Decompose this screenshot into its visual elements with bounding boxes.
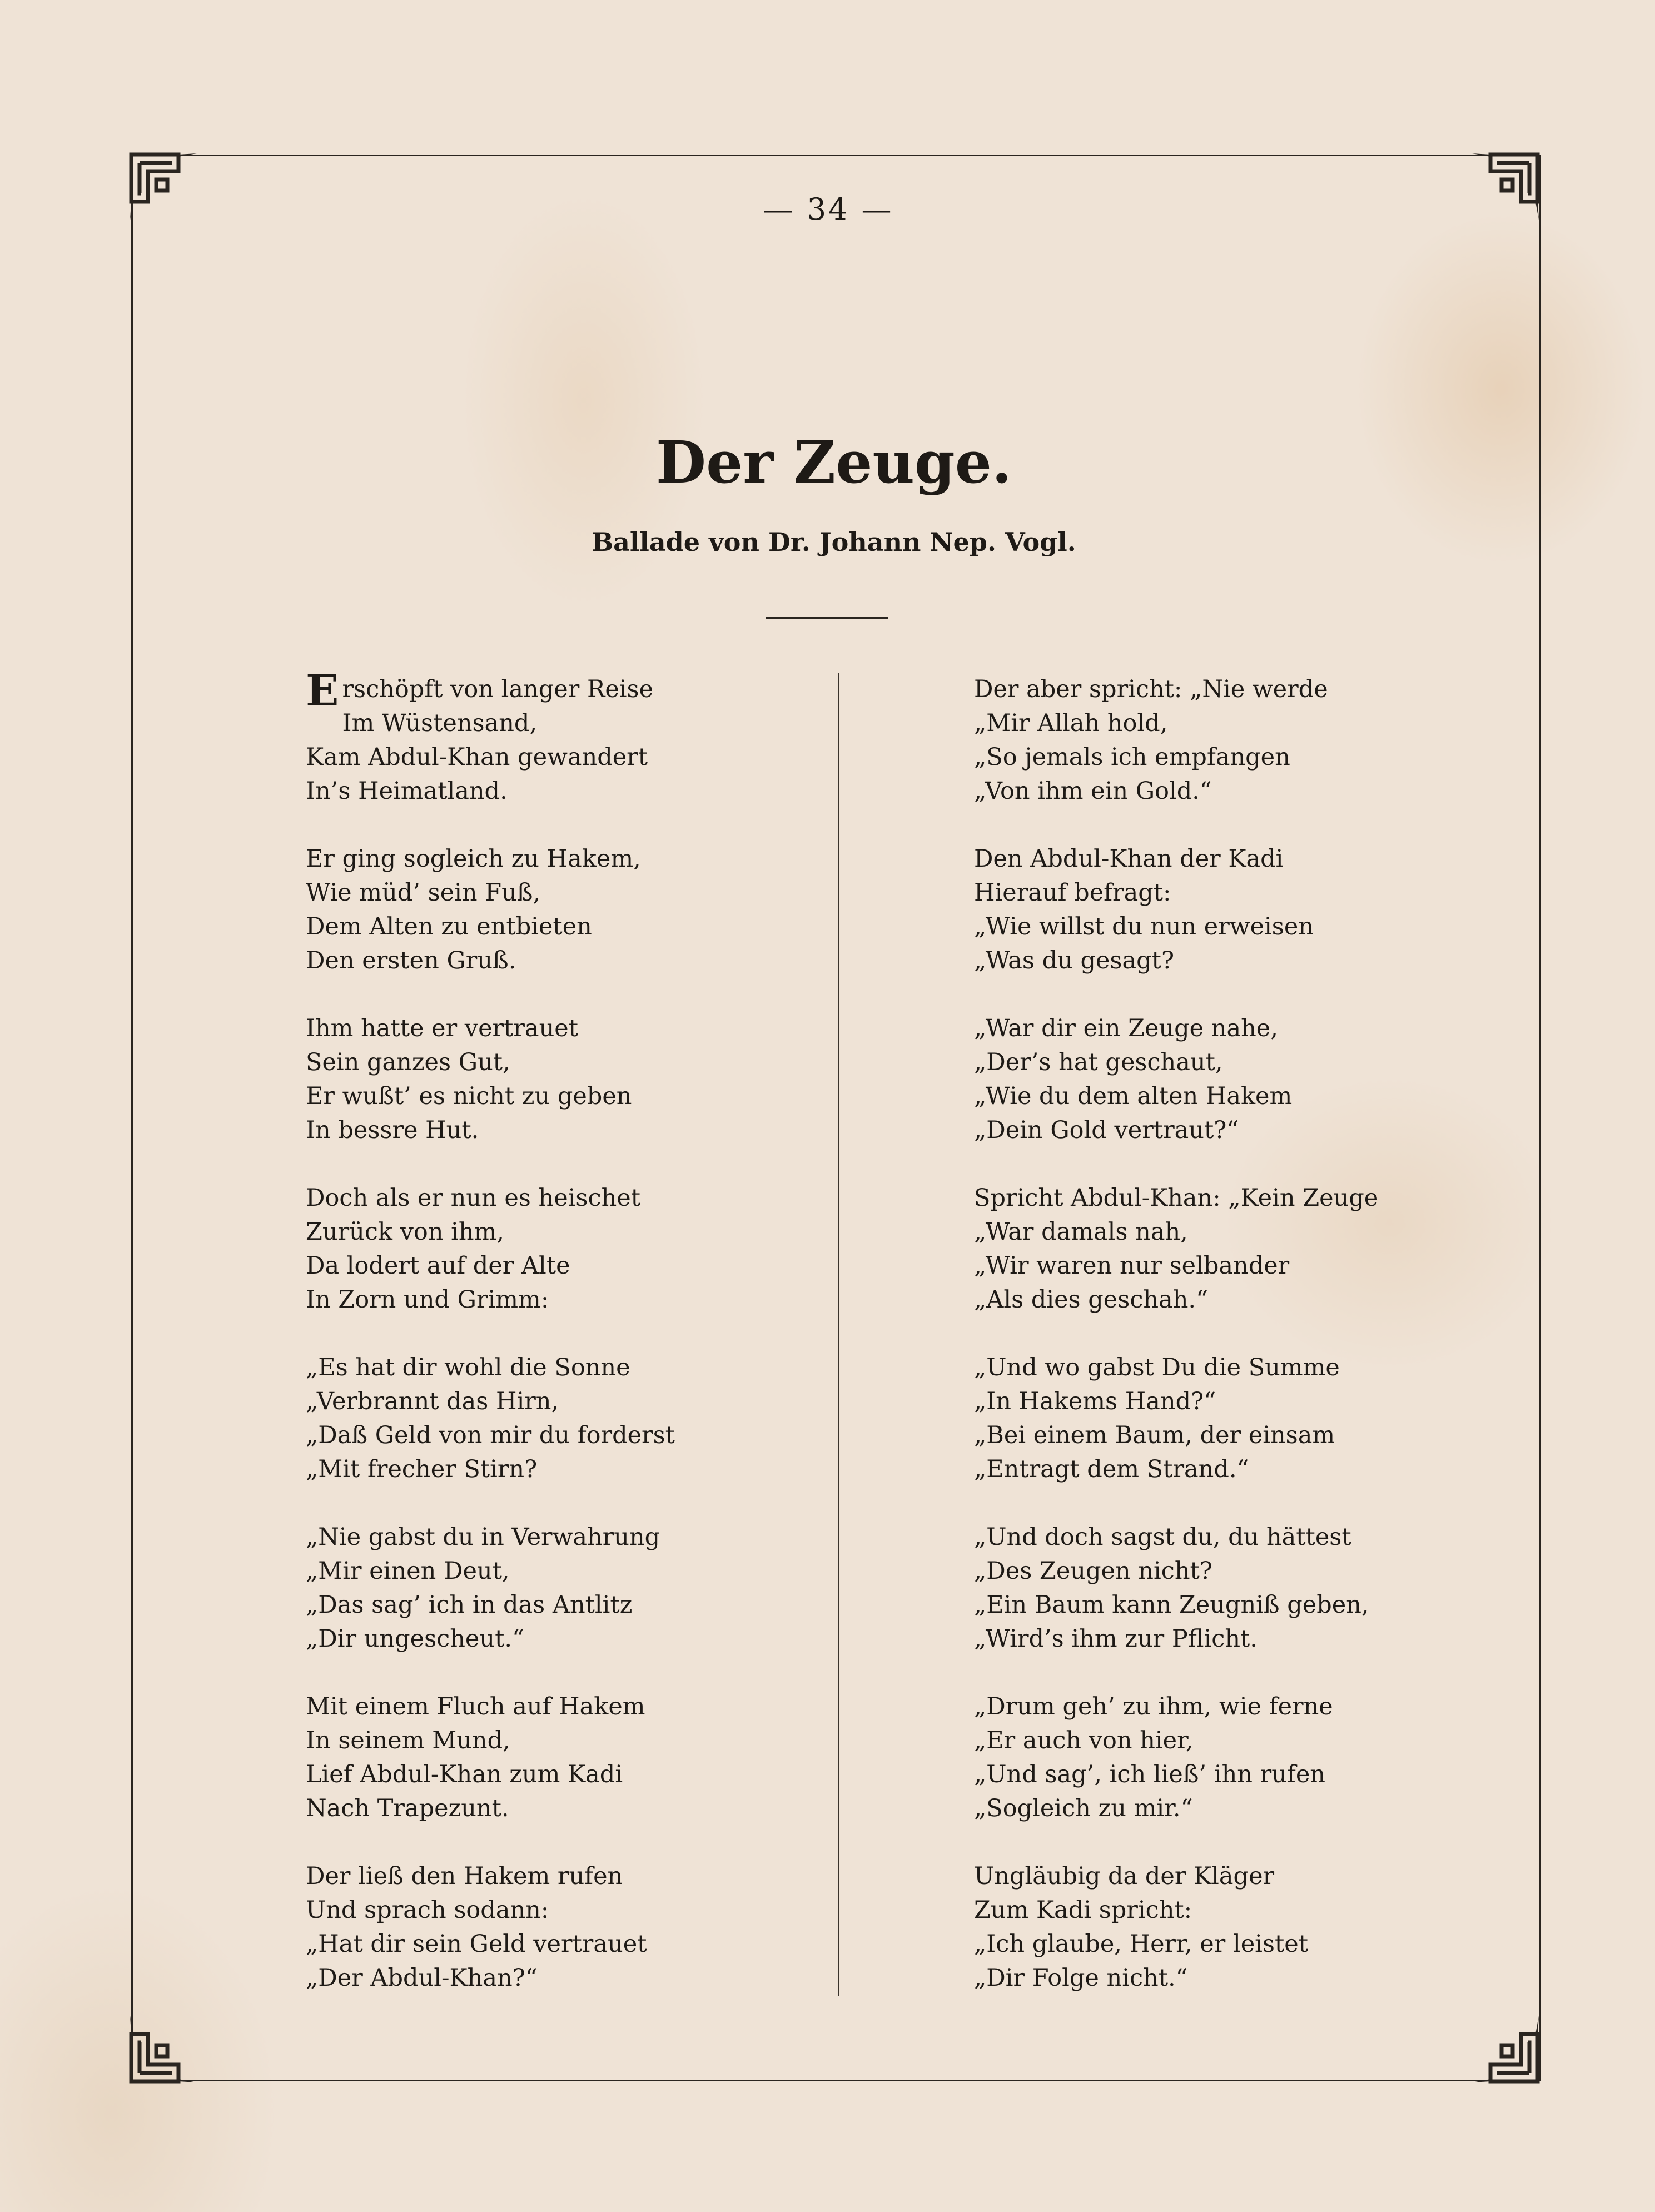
poem-line (306, 842, 973, 876)
poem-line (306, 910, 973, 944)
poem-stanza (306, 1012, 973, 1181)
poem-line-text: „Des Zeugen nicht? (974, 1557, 1212, 1585)
poem-line (974, 1893, 1641, 1927)
poem-line-text: Wie müd’ sein Fuß, (306, 879, 541, 907)
poem-stanza (306, 1351, 973, 1520)
poem-line (306, 1453, 973, 1487)
poem-line-text: Im Wüstensand, (342, 709, 538, 737)
poem-line-text: Und sprach sodann: (306, 1896, 549, 1924)
poem-line (974, 1622, 1641, 1656)
poem-stanza (306, 1520, 973, 1690)
corner-ornament-top-left (126, 149, 198, 221)
poem-line (974, 1927, 1641, 1961)
poem-line-text: „Der Abdul-Khan?“ (306, 1964, 538, 1992)
poem-line (974, 842, 1641, 876)
poem-line-text: „Von ihm ein Gold.“ (974, 777, 1212, 805)
poem-line-text: Zum Kadi spricht: (974, 1896, 1192, 1924)
poem-stanza (974, 1860, 1641, 2029)
poem-line-text: Lief Abdul-Khan zum Kadi (306, 1761, 623, 1788)
poem-line (306, 1588, 973, 1622)
poem-line (974, 707, 1641, 740)
poem-line (306, 707, 973, 740)
poem-line (974, 1419, 1641, 1453)
poem-column-left (306, 665, 973, 1996)
poem-line (306, 944, 973, 978)
poem-line-text: „Und sag’, ich ließ’ ihn rufen (974, 1761, 1325, 1788)
poem-line-text: Er wußt’ es nicht zu geben (306, 1082, 632, 1110)
poem-line (306, 1554, 973, 1588)
poem-line (974, 1588, 1641, 1622)
poem-line-text: „War damals nah, (974, 1218, 1188, 1246)
poem-line (974, 1453, 1641, 1487)
poem-line (974, 1249, 1641, 1283)
poem-line (974, 1215, 1641, 1249)
poem-line (306, 1927, 973, 1961)
poem-line (974, 1385, 1641, 1419)
poem-line-text: Ungläubig da der Kläger (974, 1862, 1275, 1890)
poem-line (306, 1114, 973, 1147)
poem-line (306, 665, 973, 716)
poem-line-text: „Dir ungescheut.“ (306, 1625, 525, 1653)
poem-stanza (974, 1520, 1641, 1690)
poem-subtitle: Ballade von Dr. Johann Nep. Vogl. (592, 527, 1076, 557)
poem-line-text: „Und wo gabst Du die Summe (974, 1354, 1340, 1381)
poem-line (974, 1961, 1641, 1995)
poem-line-text: Spricht Abdul-Khan: „Kein Zeuge (974, 1184, 1379, 1212)
poem-line-text: „Wie willst du nun erweisen (974, 913, 1314, 941)
poem-line (306, 740, 973, 774)
poem-line-text: „Wird’s ihm zur Pflicht. (974, 1625, 1258, 1653)
poem-line (306, 1724, 973, 1758)
poem-line (974, 740, 1641, 774)
corner-ornament-bottom-left (126, 2015, 198, 2087)
poem-stanza (974, 1351, 1641, 1520)
poem-line (974, 1080, 1641, 1114)
poem-line (306, 1249, 973, 1283)
poem-line-text: „Dir Folge nicht.“ (974, 1964, 1188, 1992)
poem-line (306, 1860, 973, 1893)
poem-line (306, 1080, 973, 1114)
poem-line (974, 944, 1641, 978)
poem-line (306, 1758, 973, 1792)
poem-line (306, 1351, 973, 1385)
poem-line-text: „So jemals ich empfangen (974, 743, 1290, 771)
poem-line-text: Den Abdul-Khan der Kadi (974, 845, 1284, 873)
key-ornament-icon (1471, 149, 1543, 221)
poem-line (306, 1961, 973, 1995)
poem-line (974, 1283, 1641, 1317)
poem-line (974, 1758, 1641, 1792)
poem-line-text: Da lodert auf der Alte (306, 1252, 570, 1280)
poem-line (306, 1385, 973, 1419)
poem-stanza (306, 842, 973, 1012)
poem-line-text: Mit einem Fluch auf Hakem (306, 1693, 645, 1721)
poem-line-text: „Daß Geld von mir du forderst (306, 1421, 675, 1449)
poem-line-text: „Wir waren nur selbander (974, 1252, 1290, 1280)
poem-line-text: „Drum geh’ zu ihm, wie ferne (974, 1693, 1333, 1721)
poem-line-text: „Verbrannt das Hirn, (306, 1388, 559, 1415)
poem-line-text: „Wie du dem alten Hakem (974, 1082, 1293, 1110)
poem-line-text: „Entragt dem Strand.“ (974, 1455, 1249, 1483)
poem-line-text: „Bei einem Baum, der einsam (974, 1421, 1335, 1449)
poem-title: Der Zeuge. (655, 428, 1012, 496)
poem-line-text: „Das sag’ ich in das Antlitz (306, 1591, 633, 1619)
column-divider (838, 673, 839, 1996)
title-divider-rule (766, 617, 888, 619)
poem-line (306, 1181, 973, 1215)
poem-line (306, 1215, 973, 1249)
poem-line (974, 1724, 1641, 1758)
poem-stanza (306, 1181, 973, 1351)
poem-line (974, 1046, 1641, 1080)
poem-stanza (306, 1690, 973, 1860)
corner-ornament-top-right (1471, 149, 1543, 221)
poem-line (306, 1622, 973, 1656)
poem-stanza (306, 1860, 973, 2029)
poem-line-text: Sein ganzes Gut, (306, 1048, 510, 1076)
poem-line (306, 1792, 973, 1826)
poem-line (306, 1283, 973, 1317)
poem-line (974, 1351, 1641, 1385)
poem-line-text: „Und doch sagst du, du hättest (974, 1523, 1351, 1551)
poem-line-text: In’s Heimatland. (306, 777, 508, 805)
poem-line (306, 1520, 973, 1554)
poem-line (306, 1012, 973, 1046)
poem-line-text: „Mir einen Deut, (306, 1557, 510, 1585)
poem-line-text: „Nie gabst du in Verwahrung (306, 1523, 660, 1551)
poem-line (974, 1860, 1641, 1893)
page-number: — 34 — (763, 192, 894, 227)
poem-line-text: In seinem Mund, (306, 1727, 510, 1754)
poem-line-text: „Der’s hat geschaut, (974, 1048, 1223, 1076)
poem-line-text: Zurück von ihm, (306, 1218, 505, 1246)
poem-stanza (306, 665, 973, 842)
poem-line-text: „Als dies geschah.“ (974, 1286, 1209, 1314)
drop-initial: E (306, 665, 339, 716)
poem-column-right (974, 673, 1641, 1996)
poem-line (974, 876, 1641, 910)
poem-line-text: Doch als er nun es heischet (306, 1184, 640, 1212)
poem-line (306, 1419, 973, 1453)
poem-line-text: „Was du gesagt? (974, 947, 1174, 975)
poem-line-text: Kam Abdul-Khan gewandert (306, 743, 648, 771)
poem-line-text: Ihm hatte er vertrauet (306, 1015, 578, 1042)
poem-stanza (974, 1012, 1641, 1181)
poem-line (306, 1046, 973, 1080)
poem-line (974, 774, 1641, 808)
poem-line-text: In bessre Hut. (306, 1116, 479, 1144)
poem-line (974, 1181, 1641, 1215)
poem-line-text: „Mit frecher Stirn? (306, 1455, 538, 1483)
poem-line-text: „Ich glaube, Herr, er leistet (974, 1930, 1308, 1958)
key-ornament-icon (126, 149, 198, 221)
poem-line (974, 1690, 1641, 1724)
poem-line-text: rschöpft von langer Reise (342, 675, 654, 703)
poem-line (974, 1520, 1641, 1554)
poem-stanza (974, 1690, 1641, 1860)
poem-line-text: „Es hat dir wohl die Sonne (306, 1354, 630, 1381)
poem-line-text: „Er auch von hier, (974, 1727, 1194, 1754)
poem-line (974, 1554, 1641, 1588)
poem-line-text: Den ersten Gruß. (306, 947, 516, 975)
poem-line (974, 1114, 1641, 1147)
poem-line-text: „Mir Allah hold, (974, 709, 1168, 737)
poem-line-text: Dem Alten zu entbieten (306, 913, 592, 941)
poem-line-text: „War dir ein Zeuge nahe, (974, 1015, 1278, 1042)
poem-line-text: „Dein Gold vertraut?“ (974, 1116, 1239, 1144)
poem-stanza (974, 842, 1641, 1012)
poem-line-text: Der aber spricht: „Nie werde (974, 675, 1328, 703)
poem-line-text: „Ein Baum kann Zeugniß geben, (974, 1591, 1369, 1619)
poem-line (306, 774, 973, 808)
poem-line-text: „Sogleich zu mir.“ (974, 1795, 1193, 1822)
poem-line (306, 1893, 973, 1927)
poem-stanza (974, 673, 1641, 842)
poem-line (974, 1792, 1641, 1826)
poem-line-text: Hierauf befragt: (974, 879, 1171, 907)
poem-line (306, 1690, 973, 1724)
poem-line-text: In Zorn und Grimm: (306, 1286, 549, 1314)
poem-line (974, 673, 1641, 707)
poem-line-text: Er ging sogleich zu Hakem, (306, 845, 641, 873)
poem-line-text: „In Hakems Hand?“ (974, 1388, 1216, 1415)
poem-stanza (974, 1181, 1641, 1351)
poem-line-text: Der ließ den Hakem rufen (306, 1862, 623, 1890)
poem-line (974, 1012, 1641, 1046)
poem-line (306, 876, 973, 910)
poem-line-text: Nach Trapezunt. (306, 1795, 509, 1822)
poem-line (974, 910, 1641, 944)
poem-line-text: „Hat dir sein Geld vertrauet (306, 1930, 647, 1958)
key-ornament-icon (126, 2015, 198, 2087)
